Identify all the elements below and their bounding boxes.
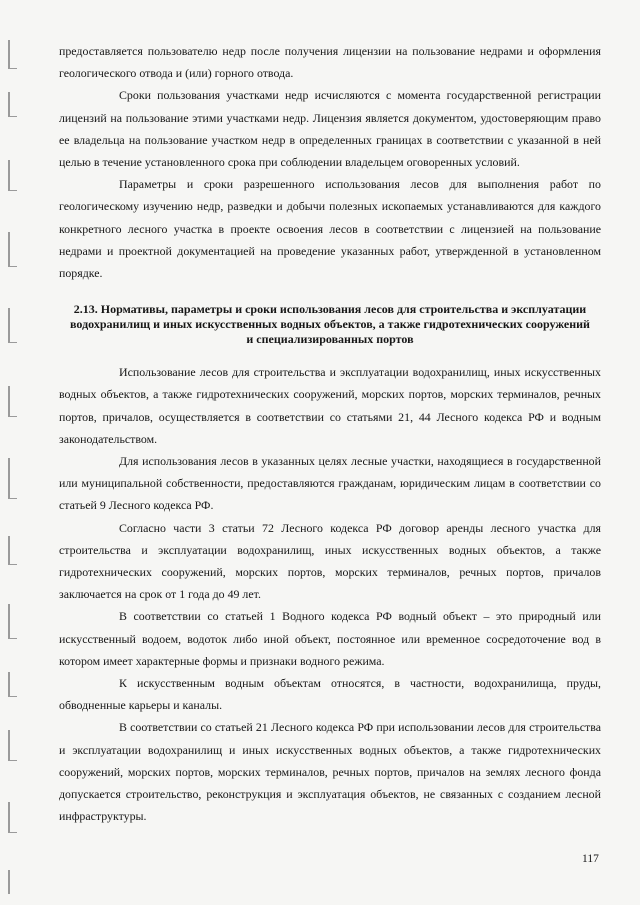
paragraph: Согласно части 3 статьи 72 Лесного кодекса РФ договор аренды лесного участка для строительства и эксплуатации водохранилищ, иных искусственных водных объектов, а также гидротехнических сооружений, морских портов, морских терминалов, речных портов, причалов заключается на срок от 1 года до 49 лет. xyxy=(59,520,601,602)
page-number: 117 xyxy=(582,853,599,865)
paragraph: В соответствии со статьей 21 Лесного кодекса РФ при использовании лесов для строительства и эксплуатации водохранилищ и иных искусственных водных объектов, а также гидротехнических сооружений, морских портов, морских терминалов, речных портов, причалов на землях лесного фонда допускается строительство, реконструкция и эксплуатация объектов, не связанных с созданием лесной инфраструктуры. xyxy=(59,720,601,824)
paragraph: Использование лесов для строительства и эксплуатации водохранилищ, иных искусственных водных объектов, а также гидротехнических сооружений, морских портов, морских терминалов, речных портов, причалов, осуществляется в соответствии со статьями 21, 44 Лесного кодекса РФ и водным законодательством. xyxy=(59,365,601,446)
document-body xyxy=(59,40,601,828)
paragraph: Сроки пользования участками недр исчисляются с момента государственной регистрации лицензий на пользование этими участками недр. Лицензия является документом, удостоверяющим право ее владельца на пользование участком недр в определенных границах в соответствии с указанной в ней целью в течение установленного срока при соблюдении владельцем оговоренных условий. xyxy=(59,88,601,170)
section-heading: 2.13. Нормативы, параметры и сроки использования лесов для строительства и эксплуатации водохранилищ и иных искусственных водных объектов, а также гидротехнических сооружений и специализированных портов xyxy=(70,302,590,347)
paragraph: Параметры и сроки разрешенного использования лесов для выполнения работ по геологическому изучению недр, разведки и добычи полезных ископаемых устанавливаются для каждого конкретного лесного участка в проекте освоения лесов в соответствии с лицензией на пользование недрами и проектной документацией на проведение указанных работ, утвержденной в установленном порядке. xyxy=(59,177,601,281)
binder-margin-marks xyxy=(0,0,30,905)
paragraph: предоставляется пользователю недр после получения лицензии на пользование недрами и оформления геологического отвода и (или) горного отвода. xyxy=(59,44,601,81)
paragraph: К искусственным водным объектам относятся, в частности, водохранилища, пруды, обводненные карьеры и каналы. xyxy=(59,676,601,713)
paragraph: Для использования лесов в указанных целях лесные участки, находящиеся в государственной или муниципальной собственности, предоставляются гражданам, юридическим лицам в соответствии со статьей 9 Лесного кодекса РФ. xyxy=(59,454,601,513)
paragraph: В соответствии со статьей 1 Водного кодекса РФ водный объект – это природный или искусственный водоем, водоток либо иной объект, постоянное или временное сосредоточение вод в котором имеет характерные формы и признаки водного режима. xyxy=(59,609,601,668)
